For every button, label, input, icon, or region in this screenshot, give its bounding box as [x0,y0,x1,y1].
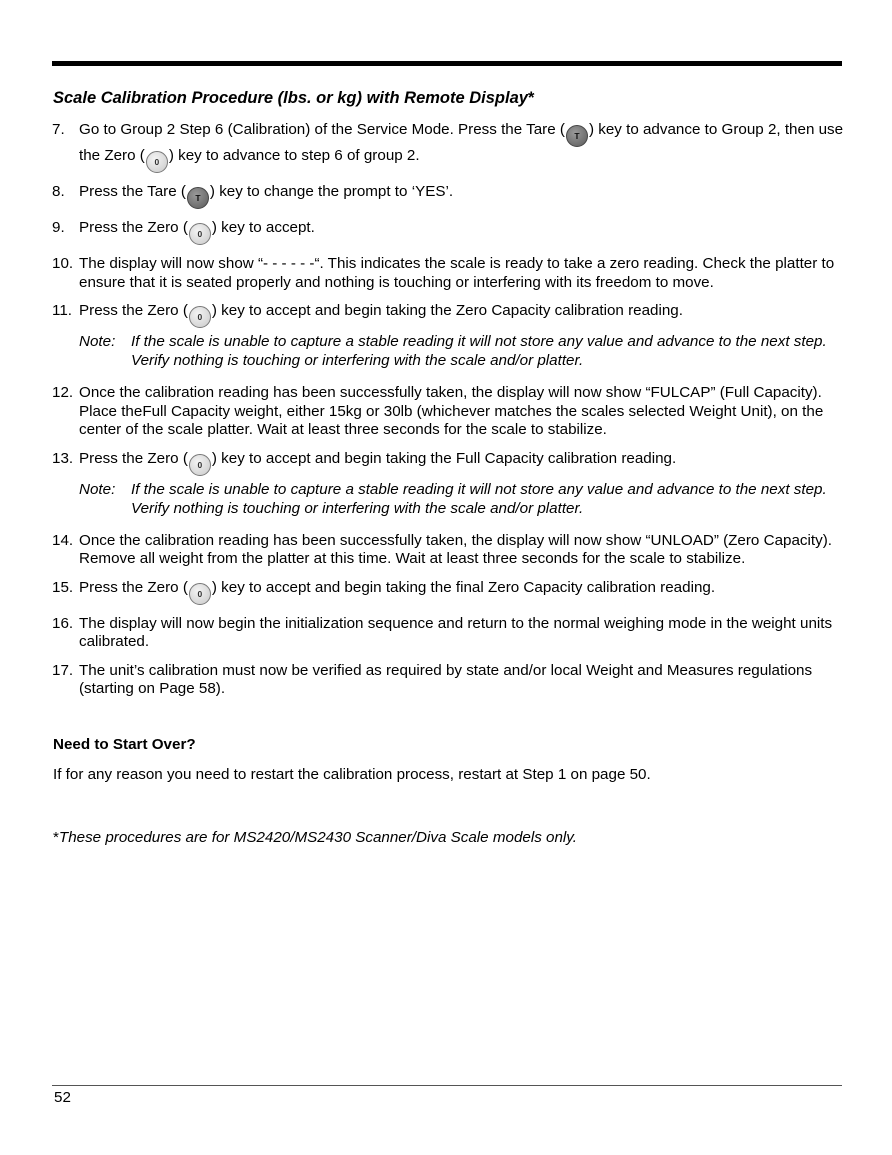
page-number: 52 [54,1089,71,1106]
step-number: 12. [52,384,74,401]
step-12: 12. Once the calibration reading has been successfully taken, the display will now show “FULCAP” (Full Capacity). Place theFull Capacity weight, either 15kg or 30lb (whichever matches the scales selected Weight Unit), on the center of the scale platter. Wait at least three seconds for the scale to stabilize. [52,384,824,438]
step-number: 11. [52,302,72,319]
step-9: 9. Press the Zero ( 0 ) key to accept. [52,219,844,245]
step-17: 17. The unit’s calibration must now be verified as required by state and/or local Weight and Measures regulations (starting on Page 58). [52,661,813,697]
step-15: 15. Press the Zero ( 0 ) key to accept and begin taking the final Zero Capacity calibration reading. [52,579,844,605]
page-title: Scale Calibration Procedure (lbs. or kg) with Remote Display* [53,89,535,107]
start-over-text: If for any reason you need to restart the calibration process, restart at Step 1 on page 50. [53,766,651,783]
bottom-rule [52,1085,842,1086]
step-note: Note: If the scale is unable to capture a stable reading it will not store any value and advance to the next step. Verify nothing is touching or interfering with the scale and/or platter. [79,480,827,517]
note-label: Note: [79,333,116,350]
step-number: 13. [52,449,74,467]
zero-key-icon: 0 [189,454,211,476]
step-number: 14. [52,531,74,549]
step-7: 7. Go to Group 2 Step 6 (Calibration) of the Service Mode. Press the Tare ( T ) key to advance to Group 2, then use the Zero ( 0 ) key to advance to step 6 of group 2. [52,121,844,173]
step-number: 16. [52,614,74,632]
step-8: 8. Press the Tare ( T ) key to change the prompt to ‘YES’. [52,183,844,209]
step-14: 14. Once the calibration reading has been successfully taken, the display will now show “UNLOAD” (Zero Capacity). Remove all weight from the platter at this time. Wait at least three seconds for the scale to stabilize. [52,531,832,567]
step-number: 17. [52,661,74,679]
zero-key-icon: 0 [189,306,211,328]
step-13: 13. Press the Zero ( 0 ) key to accept and begin taking the Full Capacity calibration reading. Note: If the scale is unable to capture a stable reading it will not store any value and advance to the next step. Verify nothing is touching or interfering with the scale and/or platter. [52,450,844,518]
tare-key-icon: T [566,125,588,147]
step-10: 10. The display will now show “- - - - - -“. This indicates the scale is ready to take a zero reading. Check the platter to ensure that it is seated properly and nothing is touching or interfering with its freedom to move. [52,255,835,291]
tare-key-icon: T [187,187,209,209]
step-note: Note: If the scale is unable to capture a stable reading it will not store any value and advance to the next step. Verify nothing is touching or interfering with the scale and/or platter. [79,333,827,369]
step-number: 8. [52,183,65,200]
top-rule [52,61,842,66]
steps-list [52,121,844,709]
step-11: 11. Press the Zero ( 0 ) key to accept and begin taking the Zero Capacity calibration reading. Note: If the scale is unable to capture a stable reading it will not store any value and advance to the next step. Verify nothing is touching or interfering with the scale and/or platter. [52,302,844,370]
step-number: 10. [52,255,74,272]
step-number: 7. [52,121,65,138]
footnote: *These procedures are for MS2420/MS2430 Scanner/Diva Scale models only. [53,829,577,846]
step-number: 9. [52,219,65,236]
zero-key-icon: 0 [189,223,211,245]
step-16: 16. The display will now begin the initialization sequence and return to the normal weighing mode in the weight units calibrated. [52,614,833,650]
zero-key-icon: 0 [146,151,168,173]
start-over-heading: Need to Start Over? [53,736,196,753]
step-number: 15. [52,578,74,596]
zero-key-icon: 0 [189,583,211,605]
note-label: Note: [79,480,116,498]
